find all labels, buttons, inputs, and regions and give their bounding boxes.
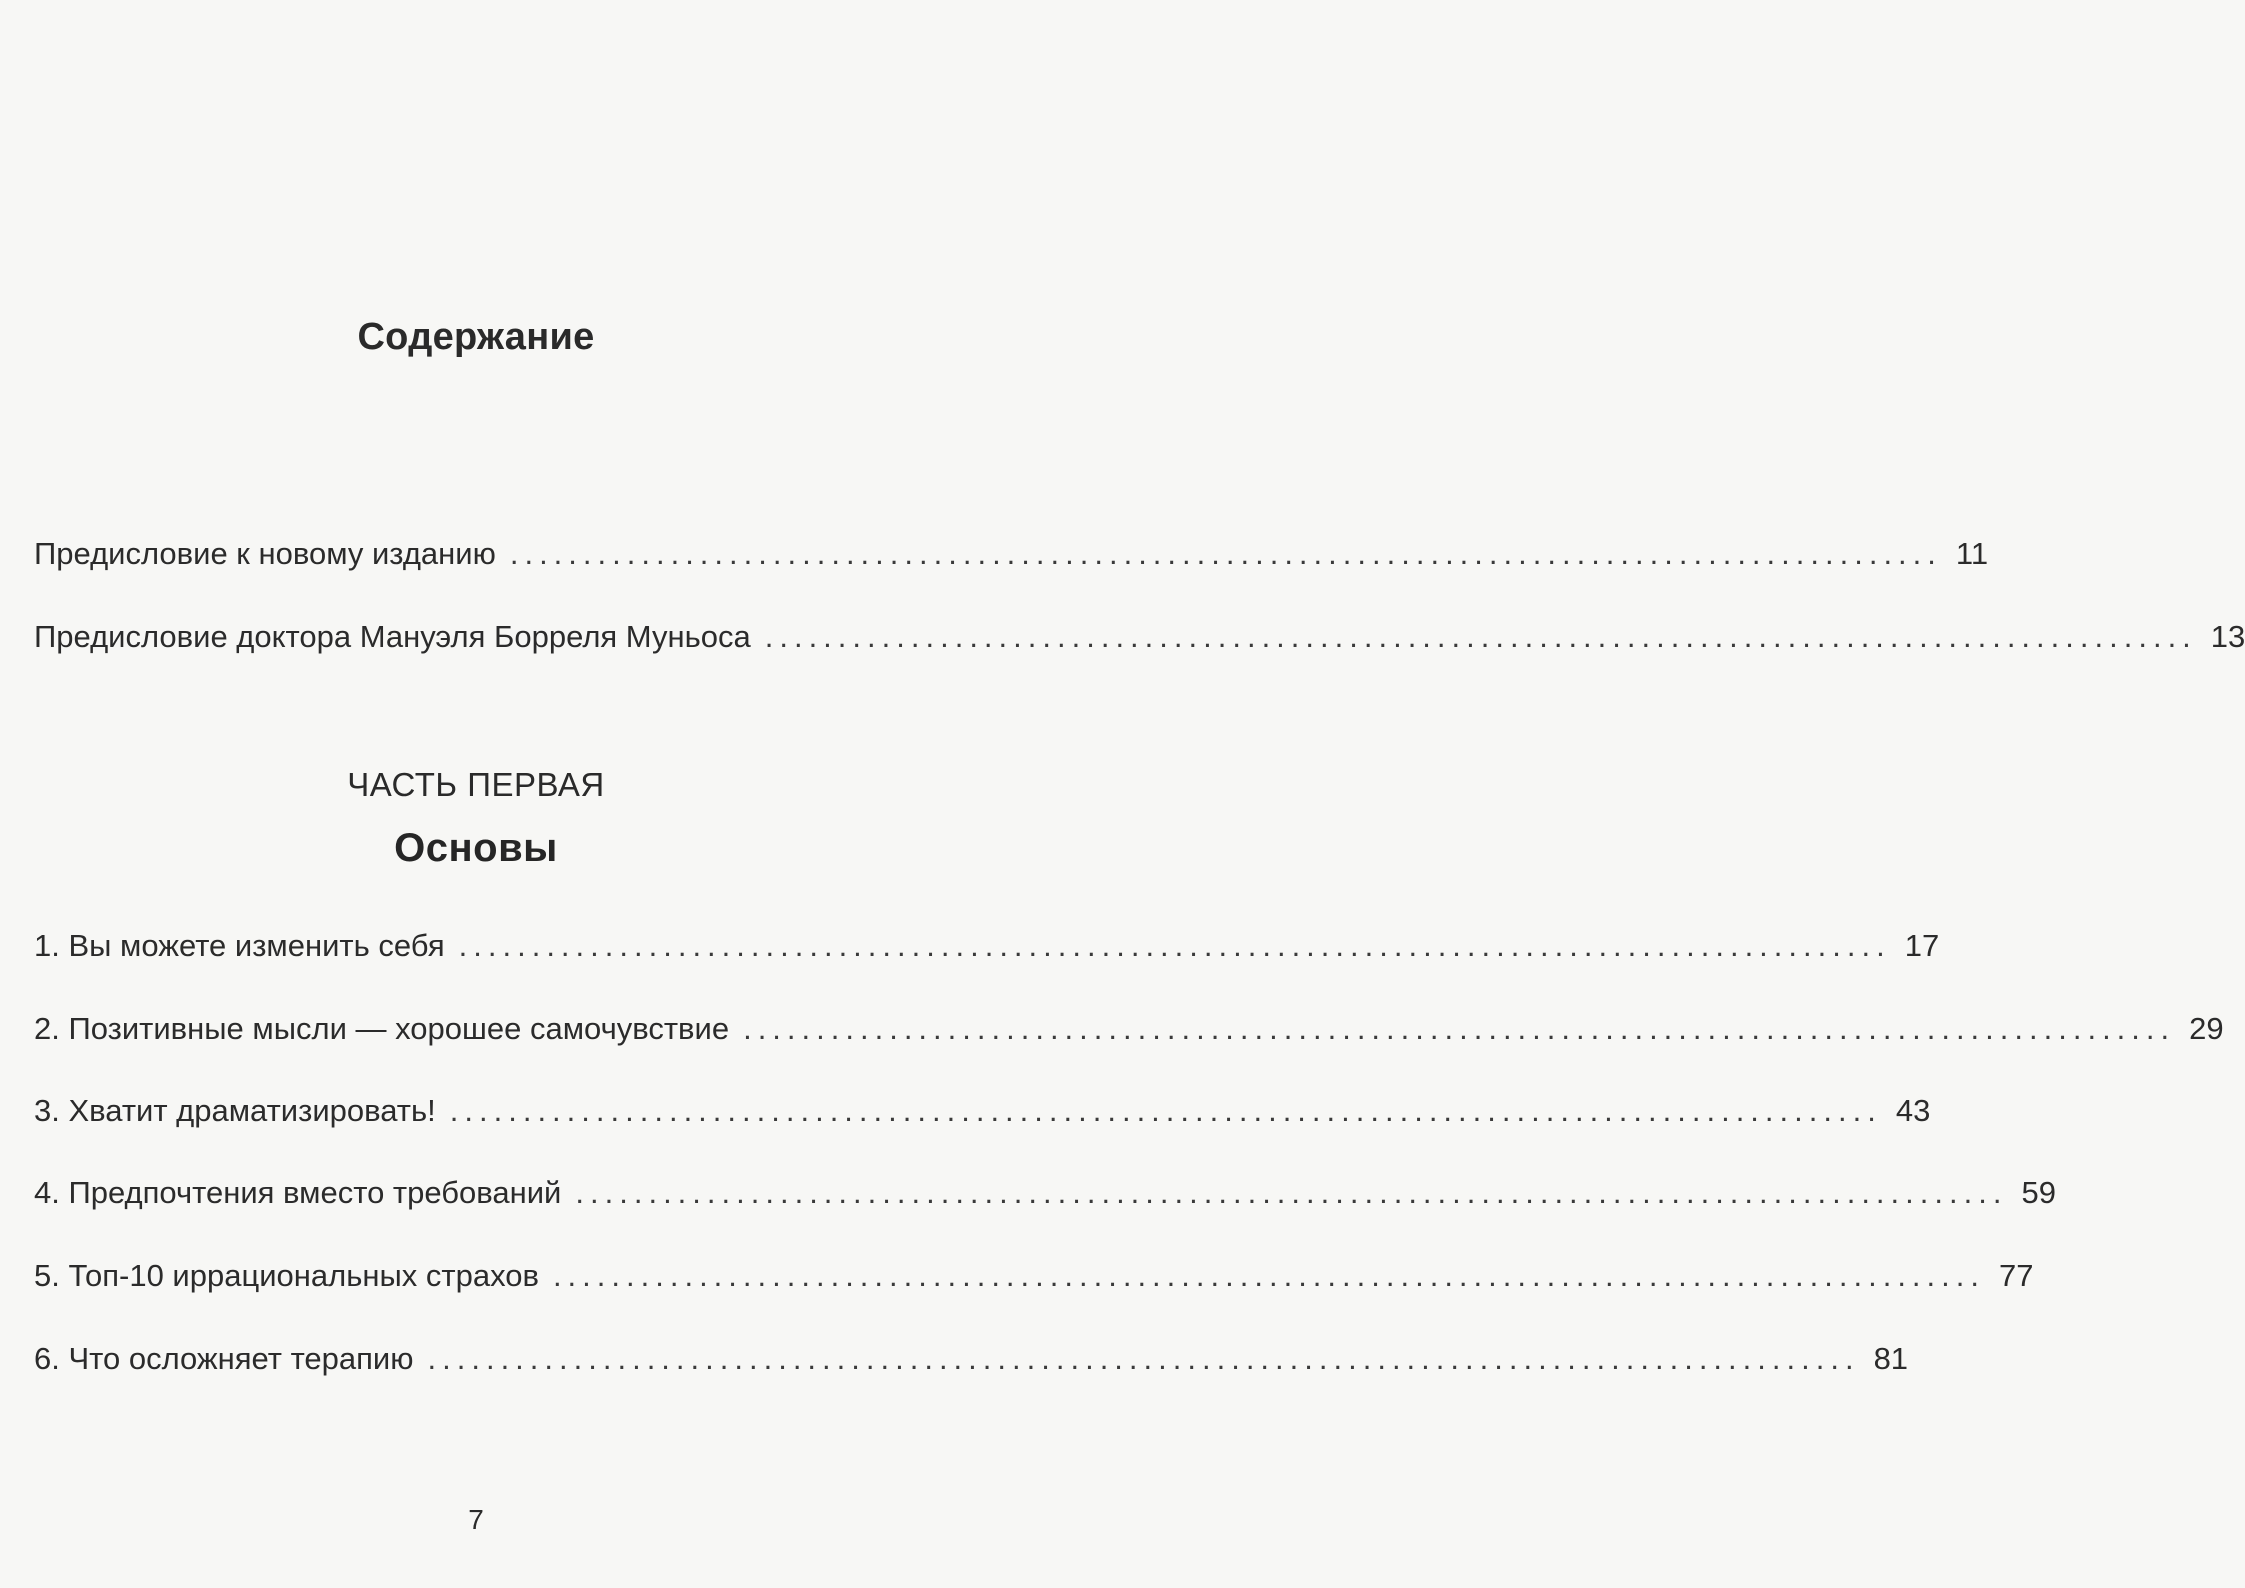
toc-entry (34, 1256, 2034, 1296)
toc-entry (34, 617, 2245, 657)
toc-entry-page: 13 (2210, 619, 2245, 654)
toc-entry (34, 1339, 1909, 1379)
toc-entry (34, 534, 1989, 574)
toc-entry-page: 11 (1955, 536, 1989, 571)
part-label: ЧАСТЬ ПЕРВАЯ (347, 766, 605, 803)
toc-entry-label: 1. Вы можете изменить себя (34, 928, 445, 963)
part-title: Основы (394, 826, 558, 870)
toc-entry-page: 81 (1873, 1341, 1909, 1376)
toc-entry (34, 1173, 2056, 1213)
toc-leader-dots: .................................................................................................. (458, 928, 1891, 963)
toc-entry (34, 926, 1940, 966)
toc-entry-page: 59 (2021, 1175, 2056, 1210)
toc-entry-label: Предисловие доктора Мануэля Борреля Муньоса (34, 619, 751, 654)
toc-entry-page: 77 (1999, 1258, 2034, 1293)
toc-leader-dots: .................................................................................................. (743, 1011, 2176, 1046)
toc-leader-dots: .................................................................................................. (427, 1341, 1860, 1376)
toc-leader-dots: .................................................................................................. (552, 1258, 1985, 1293)
toc-leader-dots: .................................................................................................. (764, 619, 2197, 654)
page-number: 7 (468, 1504, 484, 1535)
toc-entry-page: 43 (1895, 1093, 1931, 1128)
toc-entry-page: 17 (1904, 928, 1940, 963)
toc-entry (34, 1091, 1931, 1131)
toc-entry-label: 2. Позитивные мысли — хорошее самочувствие (34, 1011, 730, 1046)
contents-title: Содержание (357, 316, 595, 358)
toc-leader-dots: .................................................................................................. (575, 1175, 2008, 1210)
toc-leader-dots: .................................................................................................. (449, 1093, 1882, 1128)
toc-entry-page: 29 (2189, 1011, 2224, 1046)
toc-entry-label: 6. Что осложняет терапию (34, 1341, 414, 1376)
toc-entry-label: 3. Хватит драматизировать! (34, 1093, 436, 1128)
toc-entry-label: 5. Топ-10 иррациональных страхов (34, 1258, 539, 1293)
toc-entry-label: Предисловие к новому изданию (34, 536, 496, 571)
toc-entry (34, 1009, 2224, 1049)
toc-entry-label: 4. Предпочтения вместо требований (34, 1175, 562, 1210)
toc-leader-dots: .................................................................................................. (509, 536, 1942, 571)
